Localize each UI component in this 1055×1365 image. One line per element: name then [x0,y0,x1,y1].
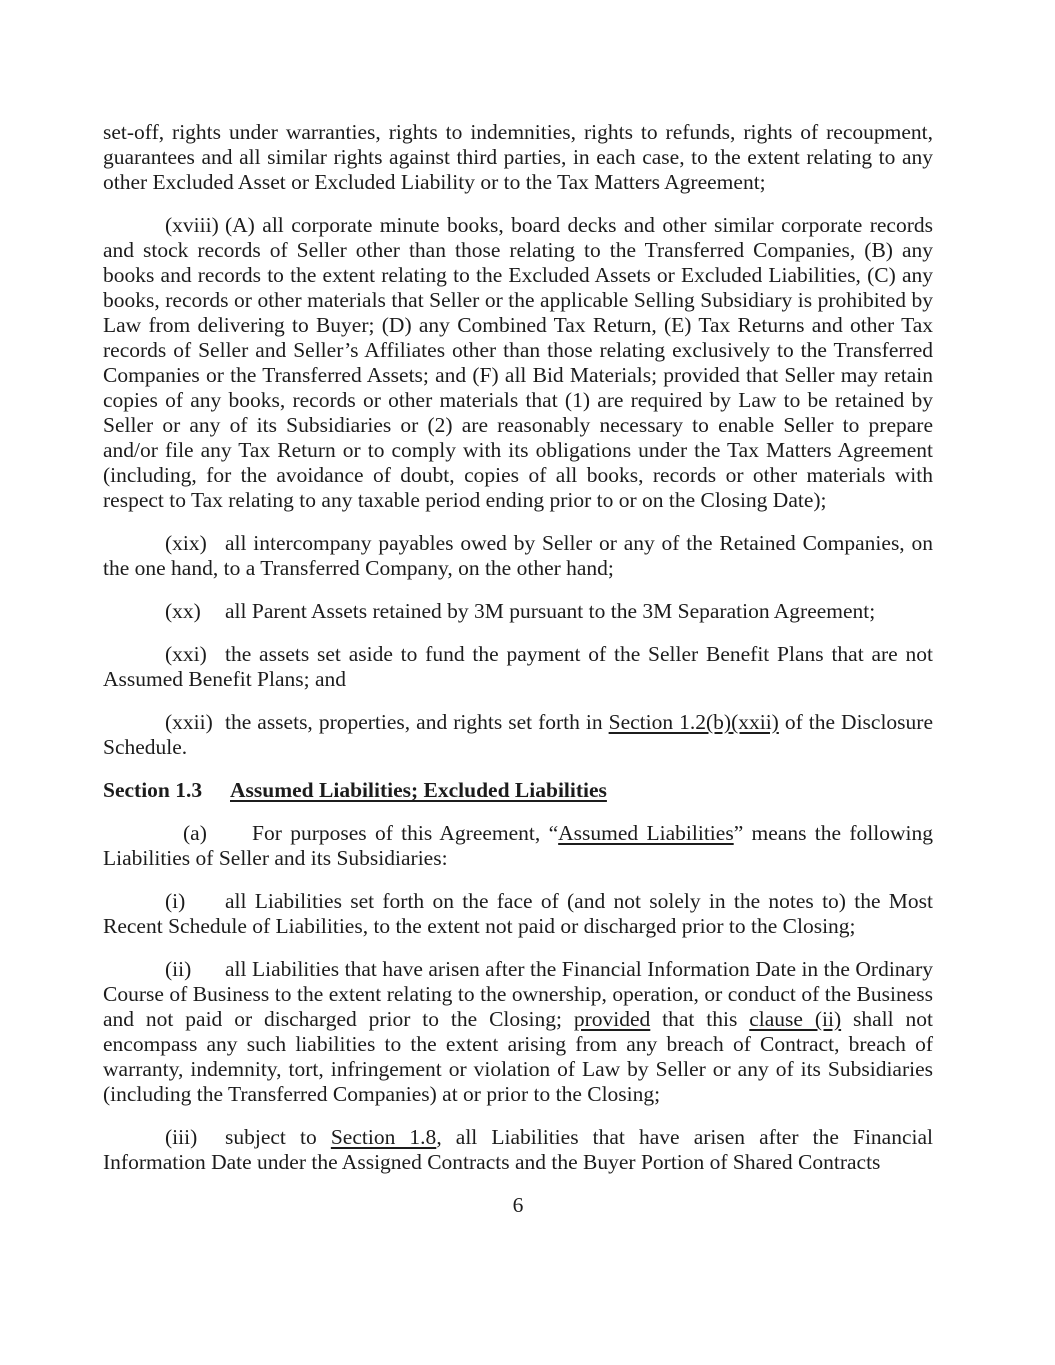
para-ii [103,957,933,1107]
para-xviii [103,213,933,513]
text-run: (A) all corporate minute books, board decks and other similar corporate records and stock records of Seller other than those relating to the Transferred Companies, (B) any books and records to the extent relating to the Excluded Assets or Excluded Liabilities, (C) any books, records or other materials that Seller or the applicable Selling Subsidiary is prohibited by Law from delivering to Buyer; (D) any Combined Tax Return, (E) Tax Returns and other Tax records of Seller and Seller’s Affiliates other than those relating exclusively to the Transferred Companies or the Transferred Assets; and (F) all Bid Materials; provided that Seller may retain copies of any books, records or other materials that (1) are required by Law to be retained by Seller or any of its Subsidiaries or (2) are reasonably necessary to enable Seller to prepare and/or file any Tax Return or to comply with its obligations under the Tax Matters Agreement (including, for the avoidance of doubt, copies of all books, records or other materials with respect to Tax relating to any taxable period ending prior to or on the Closing Date); [103,213,933,512]
text-run: that this [650,1007,750,1031]
text-run: Assumed Liabilities [558,821,734,845]
text-run: provided [573,1007,651,1031]
text-run: all Liabilities set forth on the face of (and not solely in the notes to) the Most Recent Schedule of Liabilities, to the extent not paid or discharged prior to the Closing; [103,889,933,938]
para-xxii [103,710,933,760]
text-run: set-off, rights under warranties, rights to indemnities, rights to refunds, rights of recoupment, guarantees and all similar rights against third parties, in each case, to the extent relating to any other Excluded Asset or Excluded Liability or to the Tax Matters Agreement; [103,120,933,194]
text-run: clause (ii) [749,1007,842,1031]
text-run: Assumed Liabilities; Excluded Liabilities [230,778,607,802]
text-run: of the Disclosure Schedule. [103,710,933,759]
para-ii-label: (ii) [165,957,192,981]
para-xix [103,531,933,581]
text-run: the assets set aside to fund the payment of the Seller Benefit Plans that are not Assumed Benefit Plans; and [103,642,933,691]
text-run: all Liabilities that have arisen after the Financial Information Date in the Ordinary Course of Business to the extent relating to the ownership, operation, or conduct of the Business and not paid or discharged prior to the Closing; [103,957,933,1031]
para-xxi [103,642,933,692]
para-iii-label: (iii) [165,1125,198,1149]
text-run: subject to [225,1125,331,1149]
section-1-3-heading [103,778,933,803]
page-number: 6 [512,1193,524,1217]
text-run: Section 1.8 [330,1125,437,1149]
text-run: the assets, properties, and rights set forth in [225,710,609,734]
text-run: , all Liabilities that have arisen after the Financial Information Date under the Assigned Contracts and the Buyer Portion of Shared Contracts [103,1125,933,1174]
text-run: all intercompany payables owed by Seller or any of the Retained Companies, on the one hand, to a Transferred Company, on the other hand; [103,531,933,580]
text-run: For purposes of this Agreement, “ [252,821,559,845]
para-i [103,889,933,939]
para-a [103,821,933,871]
para-xx [103,599,933,624]
para-a-label: (a) [183,821,207,845]
para-continuation [103,120,933,195]
section-1-3-heading-label: Section 1.3 [103,778,203,802]
para-xx-label: (xx) [165,599,201,623]
para-i-label: (i) [165,889,186,913]
text-run: shall not encompass any such liabilities to the extent arising from any breach of Contract, breach of warranty, indemnity, tort, infringement or violation of Law by Seller or any of its Subsidiaries (including the Transferred Companies) at or prior to the Closing; [103,1007,933,1106]
text-run: all Parent Assets retained by 3M pursuant to the 3M Separation Agreement; [225,599,876,623]
para-xviii-label: (xviii) [165,213,219,237]
document-body [103,120,933,1175]
para-xxi-label: (xxi) [165,642,207,666]
para-xxii-label: (xxii) [165,710,213,734]
para-iii [103,1125,933,1175]
para-xix-label: (xix) [165,531,207,555]
text-run: Section 1.2(b)(xxii) [608,710,779,734]
text-run: ” means the following Liabilities of Seller and its Subsidiaries: [103,821,934,870]
